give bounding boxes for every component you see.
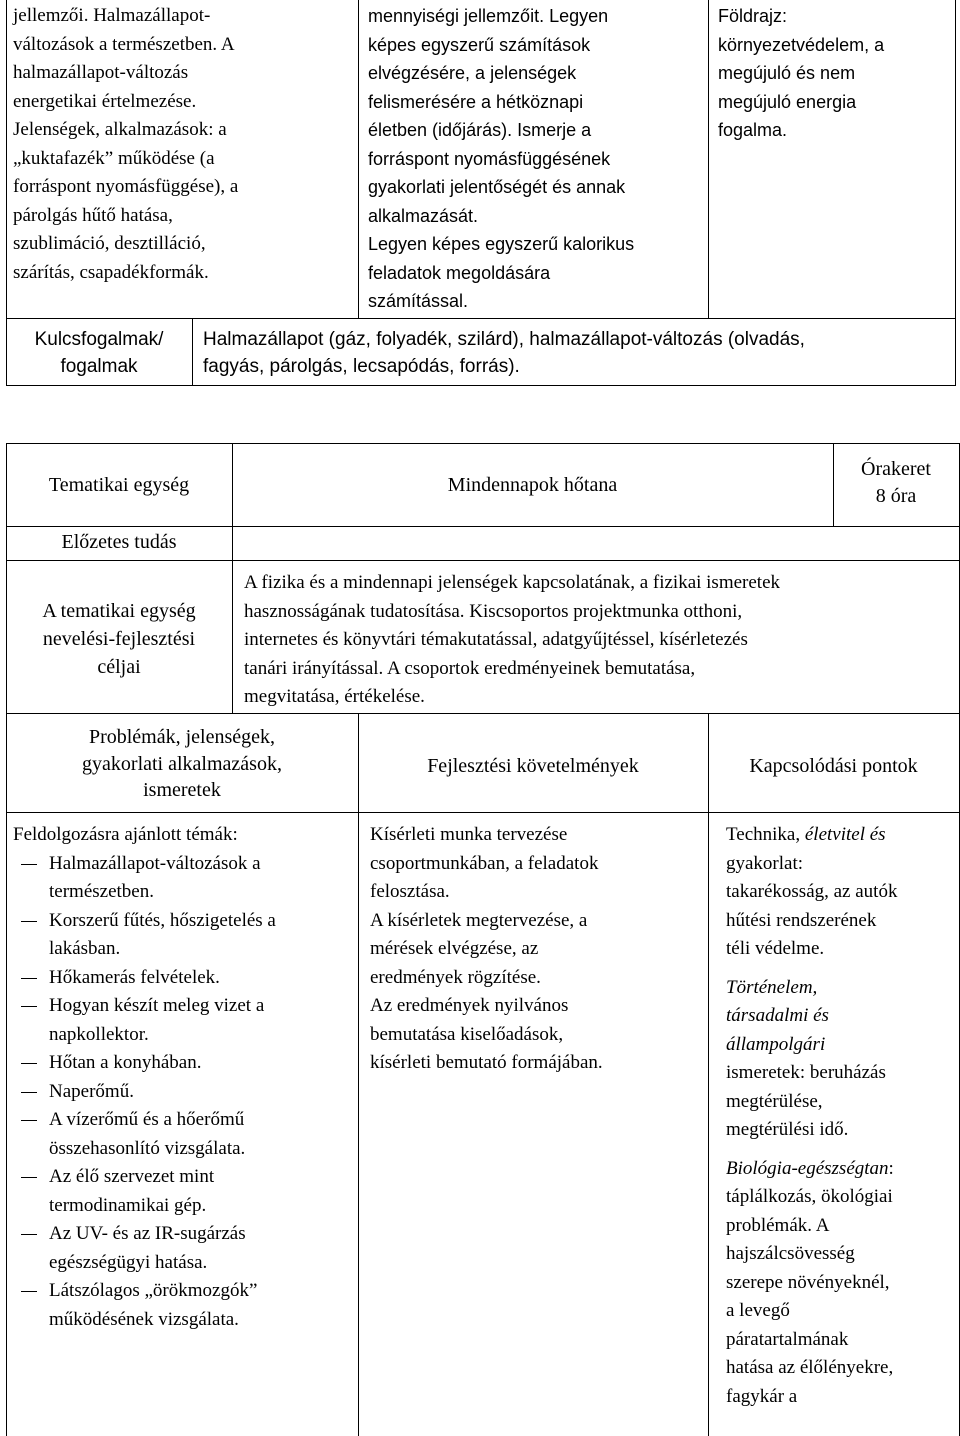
text-line: gyakorlati jelentőségét és annak [368,177,626,197]
text-line: életben (időjárás). Ismerje a [368,120,592,140]
text-line: működésének vizsgálata. [49,1308,239,1330]
keywords-label-line: fogalmak [60,356,138,377]
text-line: páratartalmának [726,1328,849,1350]
tech-subject [726,821,956,850]
top-row-divider [6,318,956,319]
text-line: Kísérleti munka tervezése [370,824,568,845]
subject-label: Technika, [726,824,805,845]
text-line: Hőtan a konyhában. [49,1052,202,1073]
list-item [13,964,355,993]
text-line: hasznosságának tudatosítása. Kiscsoportos projektmunka otthoni, [244,600,743,622]
top-right-border [955,0,956,385]
subject-label: Történelem, [726,976,818,998]
text-line: Az eredmények nyilvános [370,995,569,1016]
text-line: fagykár a [726,1385,798,1407]
keywords-text [203,326,953,380]
text-line: Korszerű fűtés, hőszigetelés a [49,909,276,931]
text-line: jellemzői. Halmazállapot- [13,5,211,26]
text-line: változások a természetben. A [13,33,235,55]
list-item [13,1049,355,1078]
subject-label: Földrajz: [718,6,788,26]
text-line: téli védelme. [726,938,825,959]
text-line: megújuló és nem [718,63,856,83]
subject-label: állampolgári [726,1033,826,1055]
text-line: eredmények rögzítése. [370,966,541,988]
text-line: Halmazállapot-változások a [49,852,261,874]
subject-colon: : [888,1157,894,1179]
text-line: Naperőmű. [49,1080,134,1102]
text-line: ismeretek: beruházás [726,1062,886,1083]
text-line: forráspont nyomásfüggése), a [13,176,239,197]
list-item [13,1106,355,1163]
list-item [13,1220,355,1277]
keywords-line: Halmazállapot (gáz, folyadék, szilárd), halmazállapot-változás (olvadás, [203,329,805,350]
col1-header-line: ismeretek [143,779,221,801]
main-hr-4 [6,812,960,813]
top-divider-2 [708,0,709,318]
text-line: elvégzésére, a jelenségek [368,63,577,83]
keywords-label-line: Kulcsfogalmak/ [34,329,164,350]
text-line: felismerésére a hétköznapi [368,91,584,112]
hours-label: Órakeret [861,458,931,480]
text-line: termodinamikai gép. [49,1194,207,1216]
text-line: mennyiségi jellemzőit. Legyen [368,6,609,26]
text-line: „kuktafazék” működése (a [13,147,215,169]
text-line: takarékosság, az autók [726,881,898,902]
top-bottom-border [6,385,956,386]
subject-label: gyakorlat: [726,852,804,874]
text-line: hajszálcsövesség [726,1243,855,1264]
text-line: A fizika és a mindennapi jelenségek kapcsolatának, a fizikai ismeretek [244,572,781,593]
text-line: megtérülése, [726,1090,823,1112]
text-line: csoportmunkában, a feladatok [370,852,599,874]
text-line: környezetvédelem, a [718,34,885,55]
hours-value: 8 óra [875,485,917,507]
col3-header: Kapcsolódási pontok [749,755,918,777]
col1-header-line: Problémák, jelenségek, [88,726,276,748]
subject-label: életvitel és [804,824,886,845]
text-line: táplálkozás, ökológiai [726,1186,893,1207]
top-col1-text [13,2,353,287]
text-line: megtérülési idő. [726,1119,849,1140]
text-line: hatása az élőlényekre, [726,1357,894,1378]
text-line: bemutatása kiselőadások, [370,1023,564,1045]
text-line: Hogyan készít meleg vizet a [49,995,265,1016]
text-line: fogalma. [718,120,788,140]
unit-title: Mindennapok hőtana [447,474,618,496]
unit-label: Tematikai egység [48,474,190,496]
topics-list [13,850,355,1335]
text-line: halmazállapot-változás [13,62,189,83]
text-line: felosztása. [370,881,450,902]
top-col3-text [718,2,950,145]
text-line: Látszólagos „örökmozgók” [49,1280,258,1301]
text-line: problémák. A [726,1214,830,1236]
text-line: tanári irányítással. A csoportok eredményeinek bemutatása, [244,657,696,679]
text-line: megújuló energia [718,91,857,112]
list-item [13,992,355,1049]
text-line: szublimáció, desztilláció, [13,233,206,254]
list-item [13,850,355,907]
top-label-divider [192,318,193,385]
text-line: egészségügyi hatása. [49,1251,208,1273]
text-line: mérések elvégzése, az [370,938,539,959]
top-divider-1 [358,0,359,318]
text-line: szerepe növényeknél, [726,1271,890,1293]
col1-header [6,724,358,804]
text-line: Az UV- és az IR-sugárzás [49,1223,246,1244]
text-line: lakásban. [49,938,121,959]
prior-knowledge-label: Előzetes tudás [61,531,177,553]
text-line: kísérleti bemutató formájában. [370,1052,603,1073]
text-line: szárítás, csapadékformák. [13,261,209,283]
text-line: forráspont nyomásfüggésének [368,148,611,169]
text-line: hűtési rendszerének [726,909,877,931]
list-item [13,1277,355,1334]
text-line: internetes és könyvtári témakutatással, adatgyűjtéssel, kísérletezés [244,629,748,650]
keywords-label [6,326,192,380]
col2-header: Fejlesztési követelmények [427,755,639,777]
goals-label-line: A tematikai egység [42,600,196,622]
list-item [13,1078,355,1107]
text-line: energetikai értelmezése. [13,90,197,112]
text-line: Legyen képes egyszerű kalorikus [368,234,635,254]
text-line: Az élő szervezet mint [49,1166,215,1187]
text-line: képes egyszerű számítások [368,34,591,55]
requirements-block [370,821,705,1078]
bio-subject [726,1155,956,1184]
list-item [13,1163,355,1220]
links-block [726,821,956,1411]
main-hr-1 [6,526,960,527]
text-line: megvitatása, értékelése. [244,686,425,707]
main-left-border [6,443,7,1436]
main-top-border [6,443,960,444]
subject-label: Biológia-egészségtan [726,1157,889,1179]
text-line: A vízerőmű és a hőerőmű [49,1109,245,1130]
topics-intro: Feldolgozásra ajánlott témák: [13,824,238,845]
text-line: természetben. [49,881,154,902]
text-line: A kísérletek megtervezése, a [370,909,588,931]
goals-label-line: céljai [97,656,141,678]
col1-header-line: gyakorlati alkalmazások, [82,752,282,775]
main-hr-2 [6,560,960,561]
text-line: összehasonlító vizsgálata. [49,1137,246,1159]
goals-label-line: nevelési-fejlesztési [42,628,196,650]
text-line: alkalmazását. [368,205,479,226]
text-line: Hőkamerás felvételek. [49,966,220,988]
list-item [13,907,355,964]
text-line: számítással. [368,291,469,311]
text-line: feladatok megoldására [368,262,551,283]
text-line: párolgás hűtő hatása, [13,204,173,226]
hours-box [833,456,959,510]
text-line: a levegő [726,1300,790,1321]
goals-text [244,569,956,712]
text-line: napkollektor. [49,1023,149,1045]
top-col2-text [368,2,704,316]
keywords-line: fagyás, párolgás, lecsapódás, forrás). [203,356,520,377]
text-line: Jelenségek, alkalmazások: a [13,119,227,140]
topics-block [13,821,355,1334]
subject-label: társadalmi és [726,1005,829,1026]
main-hr-3 [6,713,960,714]
main-col-divider-1 [358,713,359,1436]
main-col-divider-2 [708,713,709,1436]
goals-label [6,597,232,681]
